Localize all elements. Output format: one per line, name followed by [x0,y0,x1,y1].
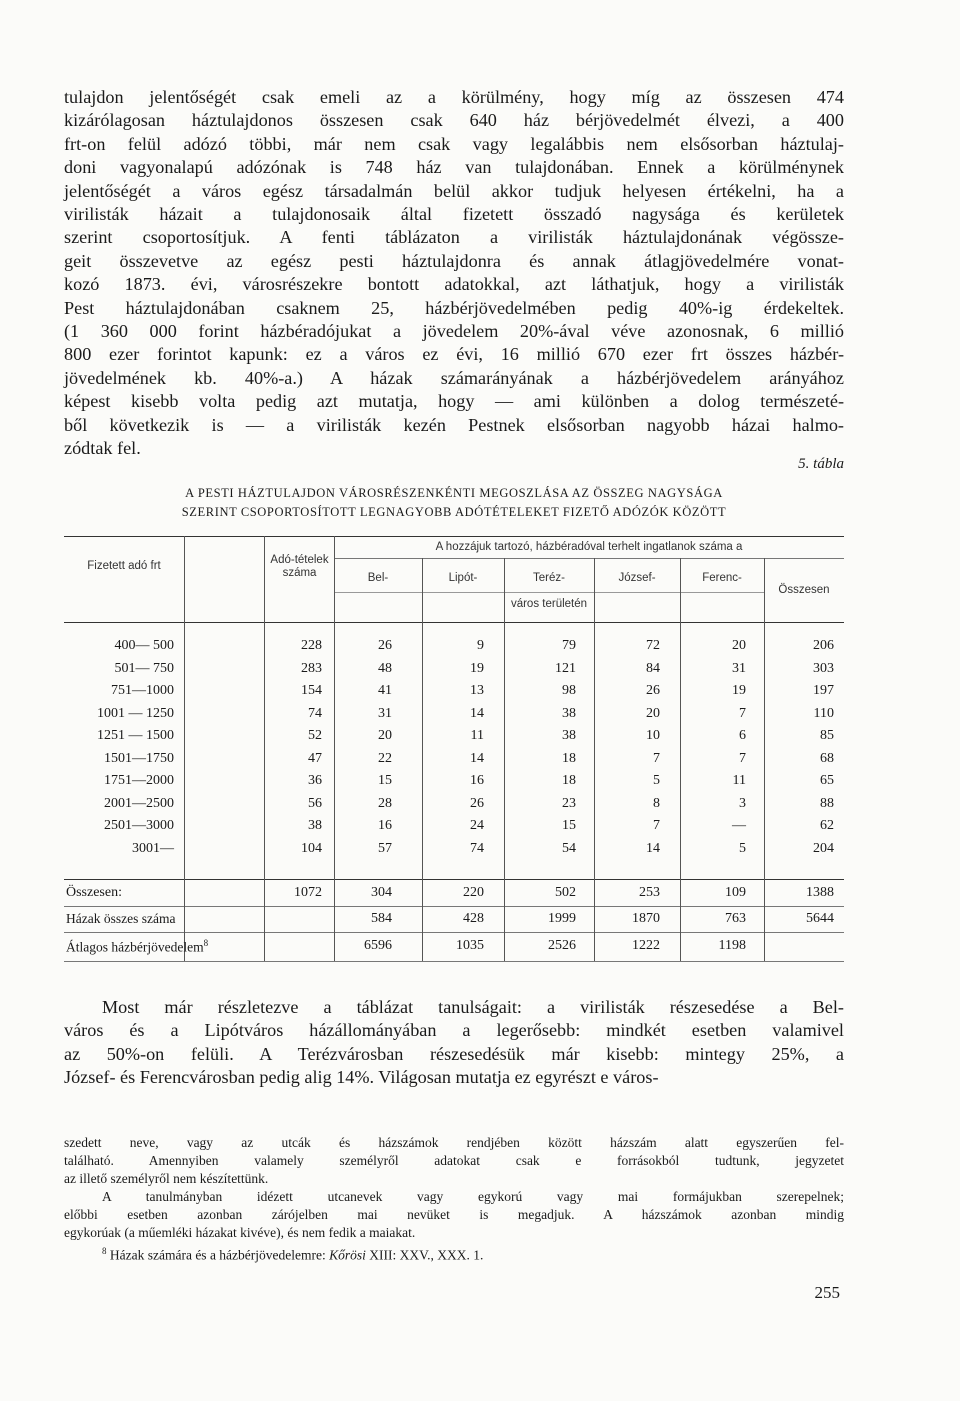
cell-tetel: 52 [308,728,322,743]
average-ferenc: 1198 [718,938,746,953]
header-district-bel: Bel- [367,572,389,584]
cell-bel: 20 [378,728,392,743]
table-title-line-1: A PESTI HÁZTULAJDON VÁROSRÉSZENKÉNTI MEGOSZLÁSA AZ ÖSSZEG NAGYSÁGA [185,486,723,500]
cell-ossz: 110 [813,705,834,721]
footnote-continuation [64,1134,844,1242]
cell-bel: 31 [378,705,392,721]
cell-lipot: 11 [470,728,484,743]
average-label: Átlagos házbérjövedelem$^8$ [66,938,209,955]
cell-range: 2501—3000 [104,818,174,833]
cell-tetel: 56 [308,795,322,811]
footnote-line: A tanulmányban idézett utcanevek vagy egykorú vagy mai formájukban szerepelnek; [102,1189,844,1204]
header-district-terez: Teréz- [533,572,565,584]
total-label: Összesen: [66,885,122,900]
header-district-lipot: Lipót- [448,572,478,584]
cell-terez: 121 [555,660,576,676]
cell-terez: 98 [562,683,576,698]
houses-lipot: 428 [463,911,484,926]
average-jozsef: 1222 [632,938,660,953]
cell-terez: 79 [562,638,576,653]
houses-ossz: 5644 [806,911,834,926]
cell-ferenc: 7 [739,705,746,721]
cell-jozsef: 7 [653,750,660,766]
total-ferenc: 109 [725,885,746,900]
cell-ferenc: 5 [739,840,746,856]
total-tetel: 1072 [294,885,322,900]
cell-bel: 15 [378,773,392,788]
cell-bel: 28 [378,795,392,811]
cell-lipot: 26 [470,795,484,811]
cell-bel: 57 [378,840,392,856]
cell-bel: 16 [378,818,392,833]
table-row [64,773,844,795]
header-tax-items: Adó-tételek száma [270,554,329,579]
cell-range: 1251 — 1500 [97,728,174,743]
footnote-line: szedett neve, vagy az utcák és házszámok rendjében között házszám alatt egyszerűen fel- [64,1135,844,1150]
footnote-line: az illető személyről nem készítettünk. [64,1171,269,1186]
cell-ferenc: 6 [739,728,746,743]
paragraph1-line: geit összevetve az egész pesti háztulajdonra és annak átlagjövedelmére vonat- [64,250,844,271]
cell-lipot: 16 [470,773,484,788]
footnotes [64,1134,844,1265]
cell-ferenc: 3 [739,795,746,811]
cell-lipot: 13 [470,683,484,698]
cell-ferenc: 19 [732,683,746,698]
cell-terez: 18 [562,773,576,788]
table-row [64,818,844,840]
cell-lipot: 74 [470,840,484,856]
paragraph1-line: tulajdon jelentőségét csak emeli az a körülmény, hogy míg az összesen 474 [64,87,844,107]
cell-ossz: 85 [820,728,834,743]
cell-lipot: 14 [470,705,484,721]
cell-ossz: 88 [820,795,834,811]
table-row [64,683,844,705]
paragraph-1 [64,86,844,461]
paragraph2-line: város és a Lipótváros házállományában a legerősebb: mindkét esetben valamivel [64,1020,844,1041]
cell-jozsef: 10 [646,728,660,743]
cell-terez: 38 [562,728,576,743]
total-jozsef: 253 [639,885,660,900]
average-bel: 6596 [364,938,392,953]
cell-tetel: 104 [301,840,322,856]
cell-jozsef: 84 [646,660,660,676]
total-terez: 502 [555,885,576,900]
cell-tetel: 36 [308,773,322,788]
cell-lipot: 9 [477,638,484,653]
cell-lipot: 19 [470,660,484,676]
paragraph1-line: Pest háztulajdonában csaknem 25, házbérjövedelmében pedig 40%-ig érdekeltek. [64,297,844,318]
header-group: A hozzájuk tartozó, házbéradóval terhelt ingatlanok száma a [435,541,743,553]
cell-terez: 15 [562,818,576,833]
cell-range: 1501—1750 [104,750,174,766]
table-row [64,706,844,728]
cell-terez: 23 [562,795,576,811]
header-district-jozsef: József- [618,572,656,584]
houses-bel: 584 [371,911,392,926]
total-lipot: 220 [463,885,484,900]
table-row [64,638,844,660]
header-district-suffix: város területén [510,598,588,610]
cell-jozsef: 8 [653,795,660,811]
houses-label: Házak összes száma [66,911,176,926]
cell-tetel: 38 [308,818,322,833]
cell-jozsef: 14 [646,840,660,856]
footnote-line: egykorúak (a műemléki házakat kivéve), és nem fedik a maiakat. [64,1225,416,1240]
table-label: 5. tábla [798,456,844,472]
table-houses-row [64,911,844,933]
paragraph1-line: képest kisebb volta pedig azt mutatja, hogy — ami különben a dolog természeté- [64,391,844,412]
cell-tetel: 47 [308,750,322,766]
cell-tetel: 283 [301,660,322,676]
cell-range: 400— 500 [114,638,174,653]
cell-range: 3001— [132,840,174,856]
cell-ferenc: 11 [732,773,746,788]
paragraph2-line: az 50%-on felüli. A Terézvárosban részesedésük már kisebb: mintegy 25%, a [64,1043,844,1064]
paragraph1-line: virilisták házait a tulajdonosaik által fizetett összadó nagysága és kerületek [64,204,844,225]
paragraph1-line: 800 ezer forintot kapunk: ez a város ez évi, 16 millió 670 ezer frt összes házbér- [64,344,844,365]
total-ossz: 1388 [806,885,834,900]
cell-terez: 54 [562,840,576,856]
paragraph1-line: jövedelmének kb. 40%-a.) A házak számarányának a házbérjövedelem arányához [64,367,844,388]
cell-tetel: 228 [301,638,322,653]
houses-terez: 1999 [548,911,576,926]
paragraph1-line: zódtak fel. [64,438,141,459]
paragraph1-line: szerint csoportosítjuk. A fenti táblázaton a virilisták háztulajdonának végössze- [64,227,844,248]
book-page [64,0,844,1401]
cell-lipot: 14 [470,750,484,766]
cell-ferenc: — [732,818,746,833]
average-lipot: 1035 [456,938,484,953]
cell-range: 501— 750 [114,660,174,676]
cell-ossz: 206 [813,638,834,653]
cell-jozsef: 7 [653,818,660,833]
cell-ferenc: 31 [732,660,746,676]
paragraph1-line: jelentőségét a város egész társadalmán belül akkor tudjuk helyesen értékelni, ha a [64,180,844,201]
footnote-8: $^8$ Házak számára és a házbérjövedelemre: Kőrösi XIII: XXV., XXX. 1. [102,1246,484,1263]
cell-jozsef: 5 [653,773,660,788]
cell-range: 2001—2500 [104,795,174,811]
average-terez: 2526 [548,938,576,953]
footnote-line: előbbi esetben azonban zárójelben mai nevüket is megadjuk. A házszámok azonban mindig [64,1207,844,1222]
paragraph1-line: kozó 1873. évi, városrészekre bontott adatokkal, azt láthatjuk, hogy a virilisták [64,274,844,295]
header-district-ferenc: Ferenc- [702,572,742,584]
paragraph1-line: doni vagyonalapú adózónak is 748 ház van tulajdonában. Ennek a körülménynek [64,157,844,178]
cell-bel: 22 [378,750,392,766]
cell-ossz: 65 [820,773,834,788]
table-row [64,751,844,773]
cell-jozsef: 72 [646,638,660,653]
footnote-line: található. Amennyiben valamely személyről adatokat csak e forrásokból tudtunk, jegyzetet [64,1153,844,1168]
cell-range: 1751—2000 [104,773,174,788]
table-total-row [64,885,844,907]
cell-jozsef: 26 [646,683,660,698]
cell-terez: 18 [562,750,576,766]
cell-ossz: 62 [820,818,834,833]
houses-jozsef: 1870 [632,911,660,926]
cell-bel: 41 [378,683,392,698]
table-row [64,796,844,818]
cell-terez: 38 [562,705,576,721]
cell-jozsef: 20 [646,705,660,721]
table-average-row [64,938,844,960]
table-row [64,728,844,750]
cell-ferenc: 20 [732,638,746,653]
cell-ossz: 197 [813,683,834,698]
paragraph1-line: frt-on felül adózó többi, már nem csak vagy legalábbis nem elsősorban háztulaj- [64,133,844,154]
cell-tetel: 154 [301,683,322,698]
page-number: 255 [814,1283,840,1302]
cell-bel: 48 [378,660,392,676]
cell-lipot: 24 [470,818,484,833]
paragraph1-line: (1 360 000 forint házbéradójukat a jövedelem 20%-ával véve azonosnak, 6 millió [64,321,844,342]
cell-range: 1001 — 1250 [97,705,174,721]
total-bel: 304 [371,885,392,900]
cell-bel: 26 [378,638,392,653]
table-row [64,661,844,683]
houses-ferenc: 763 [725,911,746,926]
cell-ferenc: 7 [739,750,746,766]
cell-tetel: 74 [308,705,322,721]
table-title-line-2: SZERINT CSOPORTOSÍTOTT LEGNAGYOBB ADÓTÉTELEKET FIZETŐ ADÓZÓK KÖZÖTT [181,505,727,519]
paragraph1-line: kizárólagosan háztulajdonos összesen csak 640 ház bérjövedelmét élvezi, a 400 [64,110,844,131]
cell-ossz: 204 [813,840,834,856]
header-total: Összesen [778,584,830,596]
paragraph2-line: József- és Ferencvárosban pedig alig 14%. Világosan mutatja ez egyrészt e város- [64,1067,659,1088]
table-row [64,841,844,863]
paragraph1-line: ből következik is — a virilisták kezén Pestnek elsősorban nagyobb házai halmo- [64,414,844,435]
table-title [64,484,844,522]
cell-ossz: 68 [820,750,834,766]
cell-range: 751—1000 [111,683,174,698]
paragraph-2 [64,996,844,1090]
paragraph2-line: Most már részletezve a táblázat tanulságait: a virilisták részesedése a Bel- [102,997,844,1017]
cell-ossz: 303 [813,660,834,676]
header-paid-tax: Fizetett adó frt [87,560,161,572]
